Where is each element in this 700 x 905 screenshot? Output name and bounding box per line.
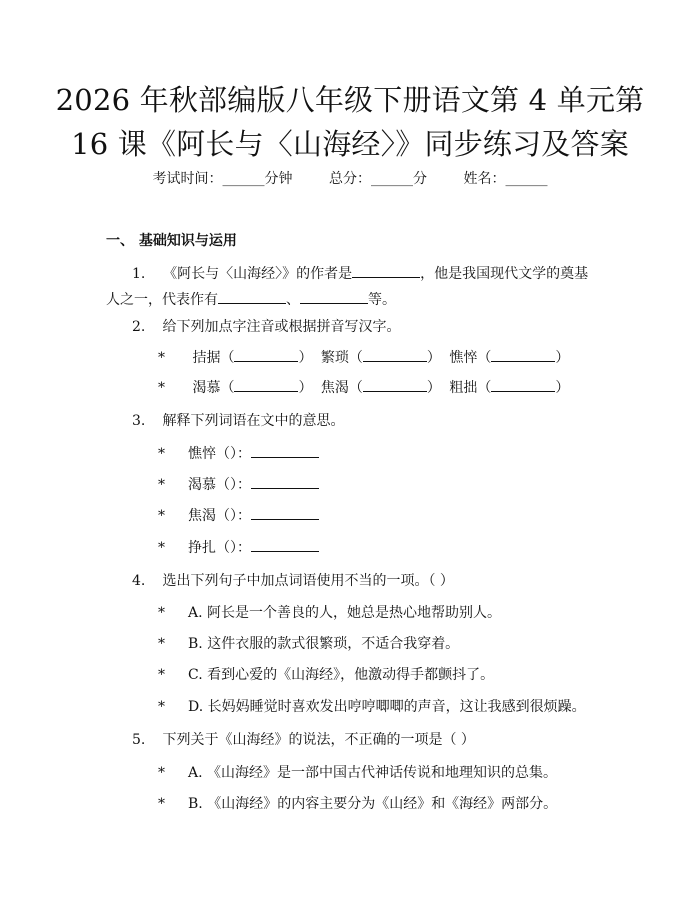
q2-text: 给下列加点字注音或根据拼音写汉字。 (162, 319, 401, 335)
q1-text-a: 《阿长与〈山海经〉》的作者是 (163, 266, 353, 282)
q3-item (158, 474, 319, 494)
q2-word-open: 渴慕（ (192, 380, 235, 396)
q3-blank[interactable] (251, 476, 319, 489)
q4-option-text: B. 这件衣服的款式很繁琐，不适合我穿着。 (188, 636, 460, 652)
q1-author-blank[interactable] (352, 265, 420, 278)
question-3 (132, 410, 344, 430)
q2-word-close: ） (298, 350, 313, 366)
q3-text: 解释下列词语在文中的意思。 (162, 413, 345, 429)
q1-work-blank-2[interactable] (300, 291, 368, 304)
q2-blank[interactable] (491, 349, 555, 362)
bullet: * (158, 446, 165, 462)
q3-number: 3. (132, 413, 146, 429)
q4-option[interactable] (158, 664, 494, 684)
q2-number: 2. (132, 319, 146, 335)
q3-blank[interactable] (251, 507, 319, 520)
q4-number: 4. (132, 573, 146, 589)
q5-option[interactable] (158, 793, 557, 813)
q5-option-text: A. 《山海经》是一部中国古代神话传说和地理知识的总集。 (188, 765, 558, 781)
q2-blank[interactable] (234, 379, 298, 392)
bullet: * (158, 667, 165, 683)
q3-item-label: 憔悴（）： (188, 446, 251, 462)
q2-word-close: ） (426, 350, 441, 366)
q1-work-blank-1[interactable] (218, 291, 286, 304)
bullet: * (158, 540, 165, 556)
q4-option-text: A. 阿长是一个善良的人，她总是热心地帮助别人。 (188, 605, 502, 621)
q3-item-label: 渴慕（）： (188, 477, 251, 493)
q3-item (158, 505, 319, 525)
q3-item-label: 焦渴（）： (188, 508, 251, 524)
bullet: * (158, 699, 165, 715)
q1-text-c: 、 (286, 292, 300, 308)
q1-text-b: ，他是我国现代文学的奠基人之一，代表作有 (106, 266, 589, 308)
bullet: * (158, 508, 165, 524)
q2-word-open: 繁琐（ (320, 350, 363, 366)
exam-info (0, 168, 700, 188)
q4-text: 选出下列句子中加点词语使用不当的一项。（ ） (162, 573, 454, 589)
section-heading: 一、 基础知识与运用 (106, 233, 237, 249)
q3-blank[interactable] (251, 445, 319, 458)
question-5 (132, 729, 475, 749)
q4-option[interactable] (158, 633, 459, 653)
q2-word-close: ） (426, 380, 441, 396)
q2-word-open: 焦渴（ (320, 380, 363, 396)
bullet: * (158, 605, 165, 621)
q2-word-close: ） (555, 380, 570, 396)
q1-number: 1. (132, 266, 146, 282)
q2-row-1 (158, 347, 569, 367)
question-4 (132, 570, 454, 590)
q1-text-d: 等。 (368, 292, 396, 308)
q2-word-open: 拮据（ (192, 350, 235, 366)
bullet: * (158, 350, 165, 366)
title-line-1: 2026 年秋部编版八年级下册语文第 4 单元第 (55, 83, 645, 117)
exam-score: 总分：______分 (329, 171, 427, 187)
title-line-2: 16 课《阿长与〈山海经〉》同步练习及答案 (71, 127, 629, 161)
q3-item-label: 挣扎（）： (188, 540, 251, 556)
q2-word-close: ） (298, 380, 313, 396)
exam-name: 姓名：______ (463, 171, 548, 187)
bullet: * (158, 765, 165, 781)
q4-option[interactable] (158, 696, 586, 716)
q2-blank[interactable] (234, 349, 298, 362)
q4-option[interactable] (158, 602, 501, 622)
q2-word-open: 憔悴（ (449, 350, 492, 366)
q3-item (158, 537, 319, 557)
q4-option-text: C. 看到心爱的《山海经》，他激动得手都颤抖了。 (188, 667, 495, 683)
q2-row-2 (158, 377, 569, 397)
bullet: * (158, 636, 165, 652)
q2-blank[interactable] (363, 349, 427, 362)
q5-number: 5. (132, 732, 146, 748)
exam-time: 考试时间：______分钟 (152, 171, 293, 187)
q5-text: 下列关于《山海经》的说法，不正确的一项是（ ） (162, 732, 475, 748)
q3-blank[interactable] (251, 539, 319, 552)
q3-item (158, 443, 319, 463)
bullet: * (158, 477, 165, 493)
bullet: * (158, 796, 165, 812)
q2-word-close: ） (555, 350, 570, 366)
q5-option[interactable] (158, 762, 557, 782)
q2-blank[interactable] (363, 379, 427, 392)
q4-option-text: D. 长妈妈睡觉时喜欢发出哼哼唧唧的声音，这让我感到很烦躁。 (188, 699, 586, 715)
q2-word-open: 粗拙（ (449, 380, 492, 396)
q5-option-text: B. 《山海经》的内容主要分为《山经》和《海经》两部分。 (188, 796, 558, 812)
bullet: * (158, 380, 165, 396)
document-title (0, 78, 700, 166)
q2-blank[interactable] (491, 379, 555, 392)
question-1 (106, 261, 596, 313)
question-2 (132, 316, 400, 336)
